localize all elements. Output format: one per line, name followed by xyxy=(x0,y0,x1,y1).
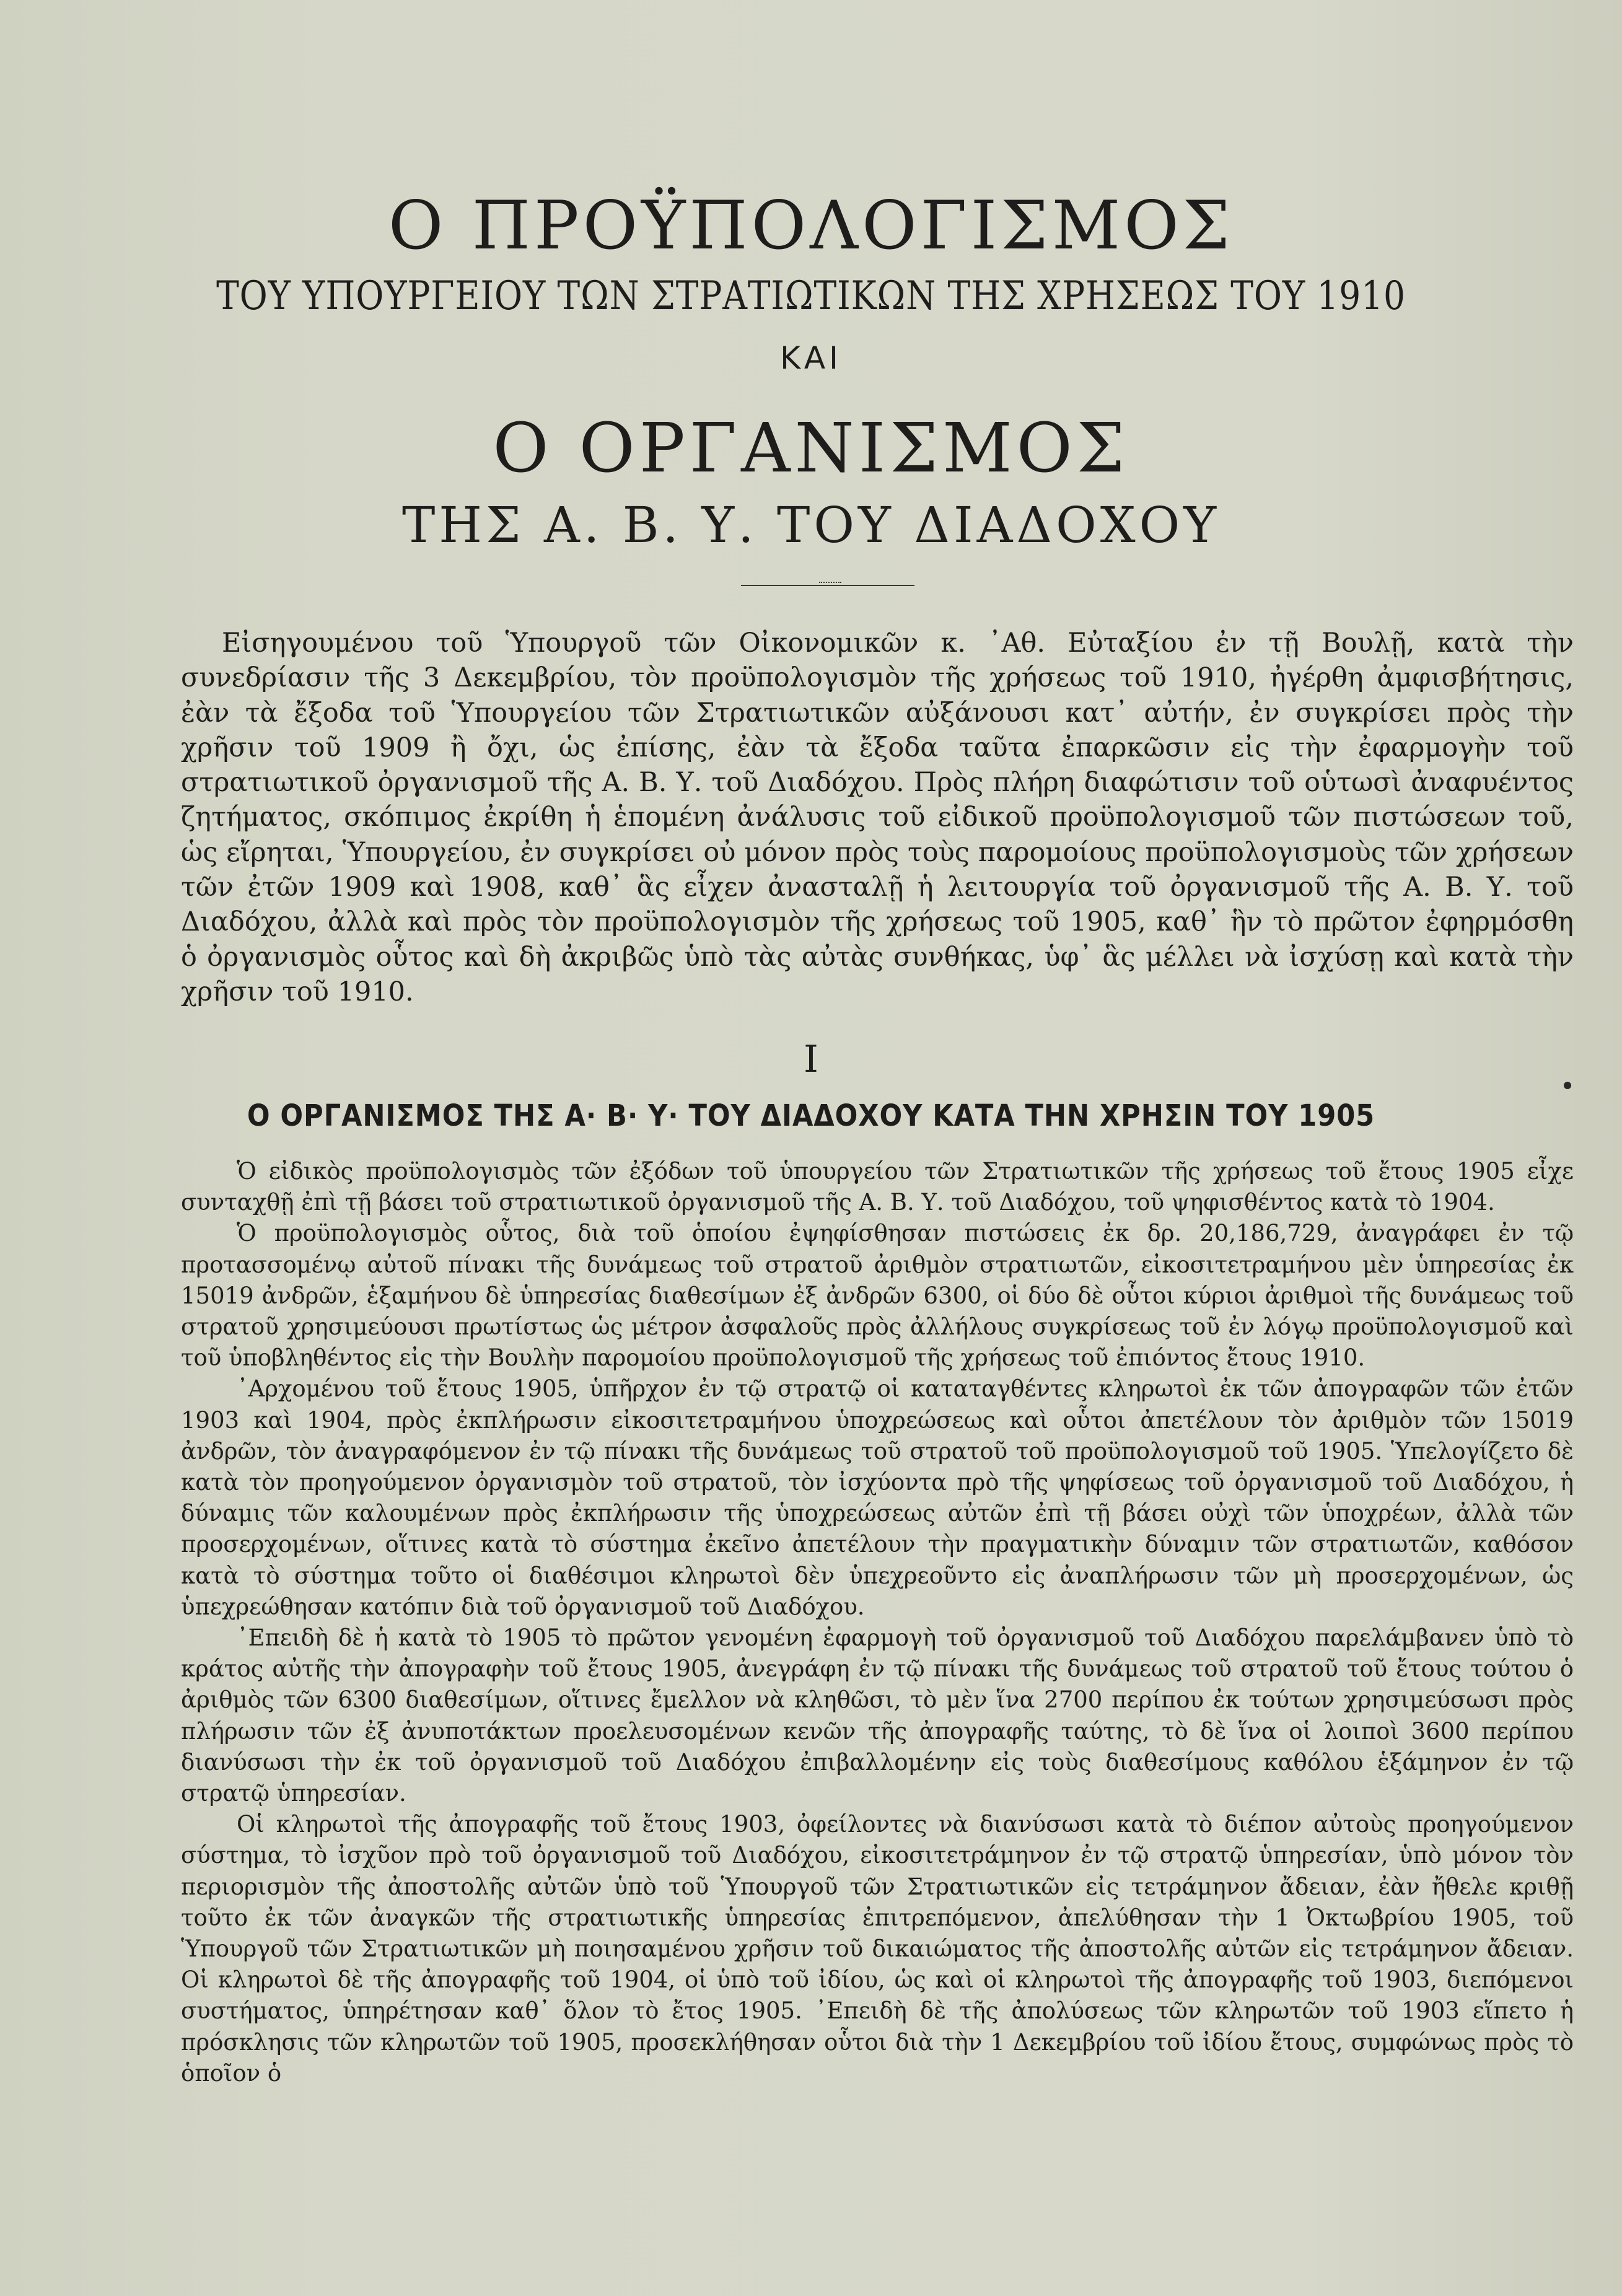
section-number: Ι xyxy=(804,1038,818,1081)
body-paragraph: Ὁ εἰδικὸς προϋπολογισμὸς τῶν ἐξόδων τοῦ ὑπουργείου τῶν Στρατιωτικῶν τῆς χρήσεως τοῦ ἔτους 1905 εἶχε συνταχθῇ ἐπὶ τῇ βάσει τοῦ στρατιωτικοῦ ὀργανισμοῦ τῆς Α. Β. Υ. τοῦ Διαδόχου, τοῦ ψηφισθέντος κατὰ τὸ 1904. xyxy=(181,1158,1574,1216)
title-conjunction: ΚΑΙ xyxy=(780,340,842,376)
body-paragraph: Οἱ κληρωτοὶ τῆς ἀπογραφῆς τοῦ ἔτους 1903, ὀφείλοντες νὰ διανύσωσι κατὰ τὸ διέπον αὐτοὺς προηγούμενον σύστημα, τὸ ἰσχῦον πρὸ τοῦ ὀργανισμοῦ τοῦ Διαδόχου, εἰκοσιτετράμηνον ἐν τῷ στρατῷ ὑπηρεσίαν, ὑπὸ μόνον τὸν περιορισμὸν τῆς ἀποστολῆς αὐτῶν ὑπὸ τοῦ Ὑπουργοῦ τῶν Στρατιωτικῶν εἰς τετράμηνον ἄδειαν, ἐὰν ἤθελε κριθῇ τοῦτο ἐκ τῶν ἀναγκῶν τῆς στρατιωτικῆς ὑπηρεσίας ἐπιτρεπόμενον, ἀπελύθησαν τὴν 1 Ὀκτωβρίου 1905, τοῦ Ὑπουργοῦ τῶν Στρατιωτικῶν μὴ ποιησαμένου χρῆσιν τοῦ δικαιώματος τῆς ἀποστολῆς αὐτῶν εἰς τετράμηνον ἄδειαν. Οἱ κληρωτοὶ δὲ τῆς ἀπογραφῆς τοῦ 1904, οἱ ὑπὸ τοῦ ἰδίου, ὡς καὶ οἱ κληρωτοὶ τῆς ἀπογραφῆς τοῦ 1903, διεπόμενοι συστήματος, ὑπηρέτησαν καθ᾿ ὅλον τὸ ἔτος 1905. ᾿Επειδὴ δὲ τῆς ἀπολύσεως τῶν κληρωτῶν τοῦ 1903 εἵπετο ἡ πρόσκλησις τῶν κληρωτῶν τοῦ 1905, προσεκλήθησαν οὗτοι διὰ τὴν 1 Δεκεμβρίου τοῦ ἰδίου ἔτους, συμφώνως πρὸς τὸ ὁποῖον ὁ xyxy=(181,1811,1574,2087)
ink-speck xyxy=(1564,1082,1571,1089)
intro-paragraph: Εἰσηγουμένου τοῦ Ὑπουργοῦ τῶν Οἰκονομικῶν κ. ᾿Αθ. Εὐταξίου ἐν τῇ Βουλῇ, κατὰ τὴν συνεδρίασιν τῆς 3 Δεκεμβρίου, τὸν προϋπολογισμὸν τῆς χρήσεως τοῦ 1910, ἠγέρθη ἀμφισβήτησις, ἐὰν τὰ ἔξοδα τοῦ Ὑπουργείου τῶν Στρατιωτικῶν αὐξάνουσι κατ᾿ αὐτήν, ἐν συγκρίσει πρὸς τὴν χρῆσιν τοῦ 1909 ἢ ὄχι, ὡς ἐπίσης, ἐὰν τὰ ἔξοδα ταῦτα ἐπαρκῶσιν εἰς τὴν ἐφαρμογὴν τοῦ στρατιωτικοῦ ὀργανισμοῦ τῆς Α. Β. Υ. τοῦ Διαδόχου. Πρὸς πλήρη διαφώτισιν τοῦ οὑτωσὶ ἀναφυέντος ζητήματος, σκόπιμος ἐκρίθη ἡ ἑπομένη ἀνάλυσις τοῦ εἰδικοῦ προϋπολογισμοῦ τῶν πιστώσεων τοῦ, ὡς εἴρηται, Ὑπουργείου, ἐν συγκρίσει οὐ μόνον πρὸς τοὺς παρομοίους προϋπολογισμοὺς τῶν χρήσεων τῶν ἐτῶν 1909 καὶ 1908, καθ᾿ ἃς εἶχεν ἀνασταλῇ ἡ λειτουργία τοῦ ὀργανισμοῦ τῆς Α. Β. Υ. τοῦ Διαδόχου, ἀλλὰ καὶ πρὸς τὸν προϋπολογισμὸν τῆς χρήσεως τοῦ 1905, καθ᾿ ἣν τὸ πρῶτον ἐφηρμόσθη ὁ ὀργανισμὸς οὗτος καὶ δὴ ἀκριβῶς ὑπὸ τὰς αὐτὰς συνθήκας, ὑφ᾿ ἃς μέλλει νὰ ἰσχύσῃ καὶ κατὰ τὴν χρῆσιν τοῦ 1910. xyxy=(181,628,1574,1007)
subtitle-heir: ΤΗΣ Α. Β. Υ. ΤΟΥ ΔΙΑΔΟΧΟΥ xyxy=(401,496,1221,554)
body-paragraph: Ὁ προϋπολογισμὸς οὗτος, διὰ τοῦ ὁποίου ἐψηφίσθησαν πιστώσεις ἐκ δρ. 20,186,729, ἀναγράφει ἐν τῷ προτασσομένῳ αὐτοῦ πίνακι τῆς δυνάμεως τοῦ στρατοῦ ἀριθμὸν στρατιωτῶν, εἰκοσιτετραμήνου μὲν ὑπηρεσίας ἐκ 15019 ἀνδρῶν, ἑξαμήνου δὲ ὑπηρεσίας διαθεσίμων ἐξ ἀνδρῶν 6300, οἱ δύο δὲ οὗτοι κύριοι ἀριθμοὶ τῆς δυνάμεως τοῦ στρατοῦ χρησιμεύουσι πρωτίστως ὡς μέτρον ἀσφαλοῦς πρὸς ἀλλήλους συγκρίσεως τοῦ ἐν λόγῳ προϋπολογισμοῦ καὶ τοῦ ὑποβληθέντος εἰς τὴν Βουλὴν παρομοίου προϋπολογισμοῦ τῆς χρήσεως τοῦ ἐπιόντος ἔτους 1910. xyxy=(181,1220,1574,1372)
body-paragraph: ᾿Επειδὴ δὲ ἡ κατὰ τὸ 1905 τὸ πρῶτον γενομένη ἐφαρμογὴ τοῦ ὀργανισμοῦ τοῦ Διαδόχου παρελάμβανεν ὑπὸ τὸ κράτος αὐτῆς τὴν ἀπογραφὴν τοῦ ἔτους 1905, ἀνεγράφη ἐν τῷ πίνακι τῆς δυνάμεως τοῦ στρατοῦ τοῦ ἔτους τούτου ὁ ἀριθμὸς τῶν 6300 διαθεσίμων, οἵτινες ἔμελλον νὰ κληθῶσι, τὸ μὲν ἵνα 2700 περίπου ἐκ τούτων χρησιμεύσωσι πρὸς πλήρωσιν τῶν ἐξ ἀνυποτάκτων προελευσομένων κενῶν τῆς ἀπογραφῆς ταύτης, τὸ δὲ ἵνα οἱ λοιποὶ 3600 περίπου διανύσωσι τὴν ἐκ τοῦ ὀργανισμοῦ τοῦ Διαδόχου ἐπιβαλλομένην εἰς τοὺς διαθεσίμους καθόλου ἑξάμηνον ἐν τῷ στρατῷ ὑπηρεσίαν. xyxy=(181,1624,1574,1807)
title-organization: Ο ΟΡΓΑΝΙΣΜΟΣ xyxy=(493,408,1129,488)
body-paragraph: ᾿Αρχομένου τοῦ ἔτους 1905, ὑπῆρχον ἐν τῷ στρατῷ οἱ καταταγθέντες κληρωτοὶ ἐκ τῶν ἀπογραφῶν τῶν ἐτῶν 1903 καὶ 1904, πρὸς ἐκπλήρωσιν εἰκοσιτετραμήνου ὑποχρεώσεως καὶ οὗτοι ἀπετέλουν τὸν ἀριθμὸν τῶν 15019 ἀνδρῶν, τὸν ἀναγραφόμενον ἐν τῷ πίνακι τῆς δυνάμεως τοῦ στρατοῦ τοῦ προϋπολογισμοῦ τοῦ 1905. Ὑπελογίζετο δὲ κατὰ τὸν προηγούμενον ὀργανισμὸν τοῦ στρατοῦ, τὸν ἰσχύοντα πρὸ τῆς ψηφίσεως τοῦ ὀργανισμοῦ τοῦ Διαδόχου, ἡ δύναμις τῶν καλουμένων πρὸς ἐκπλήρωσιν τῆς ὑποχρεώσεως αὐτῶν ἐπὶ τῇ βάσει οὐχὶ τῶν ὑποχρέων, ἀλλὰ τῶν προσερχομένων, οἵτινες κατὰ τὸ σύστημα ἐκεῖνο ἀπετέλουν τὴν πραγματικὴν δύναμιν τῶν στρατιωτῶν, καθόσον κατὰ τὸ σύστημα τοῦτο οἱ διαθέσιμοι κληρωτοὶ δὲν ὑπεχρεοῦντο εἰς ἀναπλήρωσιν τῶν μὴ προσερχομένων, ὡς ὑπεχρεώθησαν κατόπιν διὰ τοῦ ὀργανισμοῦ τοῦ Διαδόχου. xyxy=(181,1375,1574,1620)
subtitle-ministry: ΤΟΥ ΥΠΟΥΡΓΕΙΟΥ ΤΩΝ ΣΤΡΑΤΙΩΤΙΚΩΝ ΤΗΣ ΧΡΗΣΕΩΣ ΤΟΥ 1910 xyxy=(216,273,1406,319)
section-heading: Ο ΟΡΓΑΝΙΣΜΟΣ ΤΗΣ Α· Β· Υ· ΤΟΥ ΔΙΑΔΟΧΟΥ ΚΑΤΑ ΤΗΝ ΧΡΗΣΙΝ ΤΟΥ 1905 xyxy=(247,1098,1375,1133)
title-budget: Ο ΠΡΟΫΠΟΛΟΓΙΣΜΟΣ xyxy=(388,187,1234,265)
title-divider-ornament xyxy=(819,582,841,589)
section-body xyxy=(181,1156,1574,2089)
